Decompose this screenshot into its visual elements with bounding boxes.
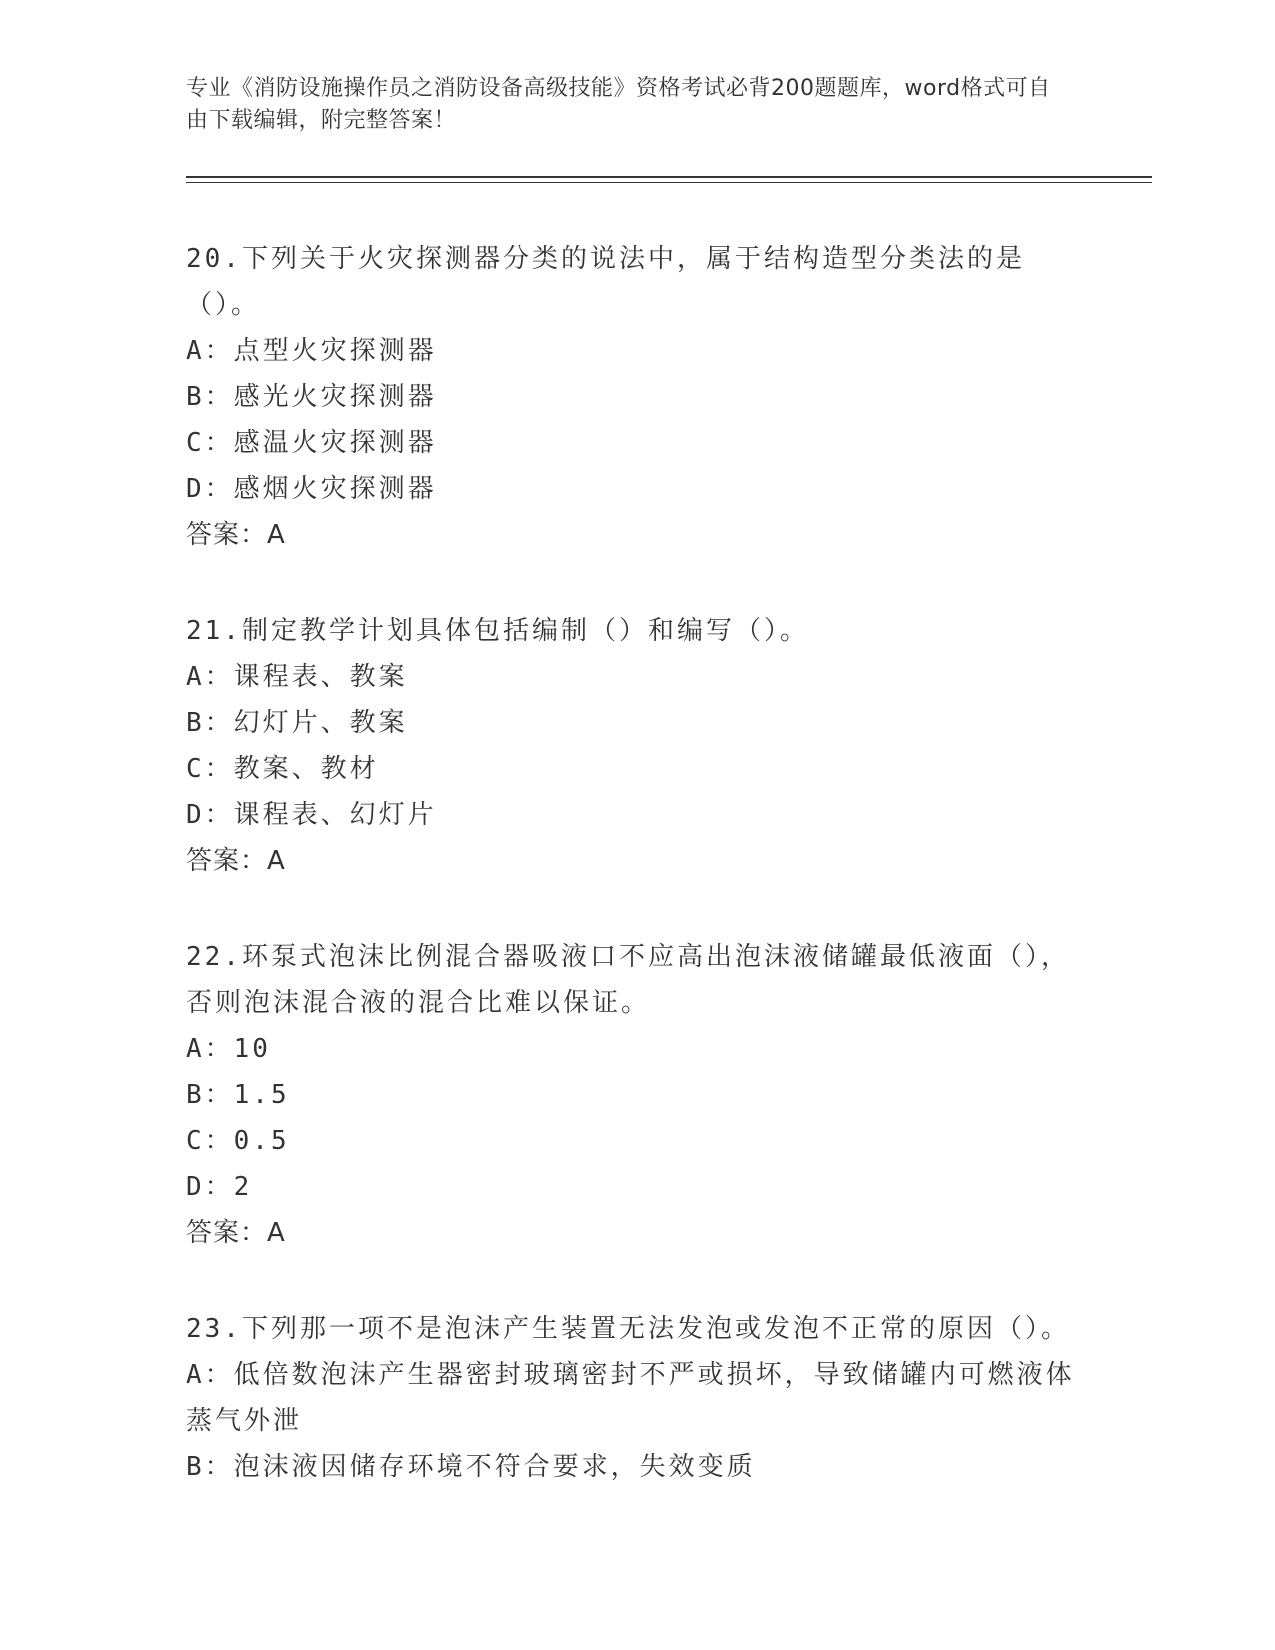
answer: 答案：A <box>186 520 286 550</box>
question-20 <box>186 236 1086 558</box>
option-a: A：10 <box>186 1034 271 1064</box>
option-c: C：0.5 <box>186 1126 290 1156</box>
option-d: D：感烟火灾探测器 <box>186 474 437 504</box>
option-b: B：1.5 <box>186 1080 290 1110</box>
option-c: C：教案、教材 <box>186 754 379 784</box>
option-a: A：低倍数泡沫产生器密封玻璃密封不严或损坏，导致储罐内可燃液体蒸气外泄 <box>186 1360 1075 1436</box>
option-b: B：感光火灾探测器 <box>186 382 437 412</box>
question-22 <box>186 934 1086 1256</box>
document-header: 专业《消防设施操作员之消防设备高级技能》资格考试必背200题题库，word格式可自由下载编辑，附完整答案！ <box>186 76 1051 133</box>
header-divider-thick <box>186 176 1152 178</box>
option-b: B：幻灯片、教案 <box>186 708 408 738</box>
question-21 <box>186 608 1086 884</box>
option-c: C：感温火灾探测器 <box>186 428 437 458</box>
option-d: D：课程表、幻灯片 <box>186 800 437 830</box>
header-divider-thin <box>186 182 1152 183</box>
question-stem: 23.下列那一项不是泡沫产生装置无法发泡或发泡不正常的原因（）。 <box>186 1314 1070 1344</box>
question-stem: 21.制定教学计划具体包括编制（）和编写（）。 <box>186 616 809 646</box>
answer: 答案：A <box>186 846 286 876</box>
option-d: D：2 <box>186 1172 253 1202</box>
answer: 答案：A <box>186 1218 286 1248</box>
question-23 <box>186 1306 1086 1490</box>
option-b: B：泡沫液因储存环境不符合要求，失效变质 <box>186 1452 756 1482</box>
option-a: A：课程表、教案 <box>186 662 408 692</box>
question-stem: 20.下列关于火灾探测器分类的说法中，属于结构造型分类法的是（）。 <box>186 244 1025 320</box>
option-a: A：点型火灾探测器 <box>186 336 437 366</box>
question-list <box>186 236 1086 1540</box>
question-stem: 22.环泵式泡沫比例混合器吸液口不应高出泡沫液储罐最低液面（），否则泡沫混合液的混合比难以保证。 <box>186 942 1070 1018</box>
